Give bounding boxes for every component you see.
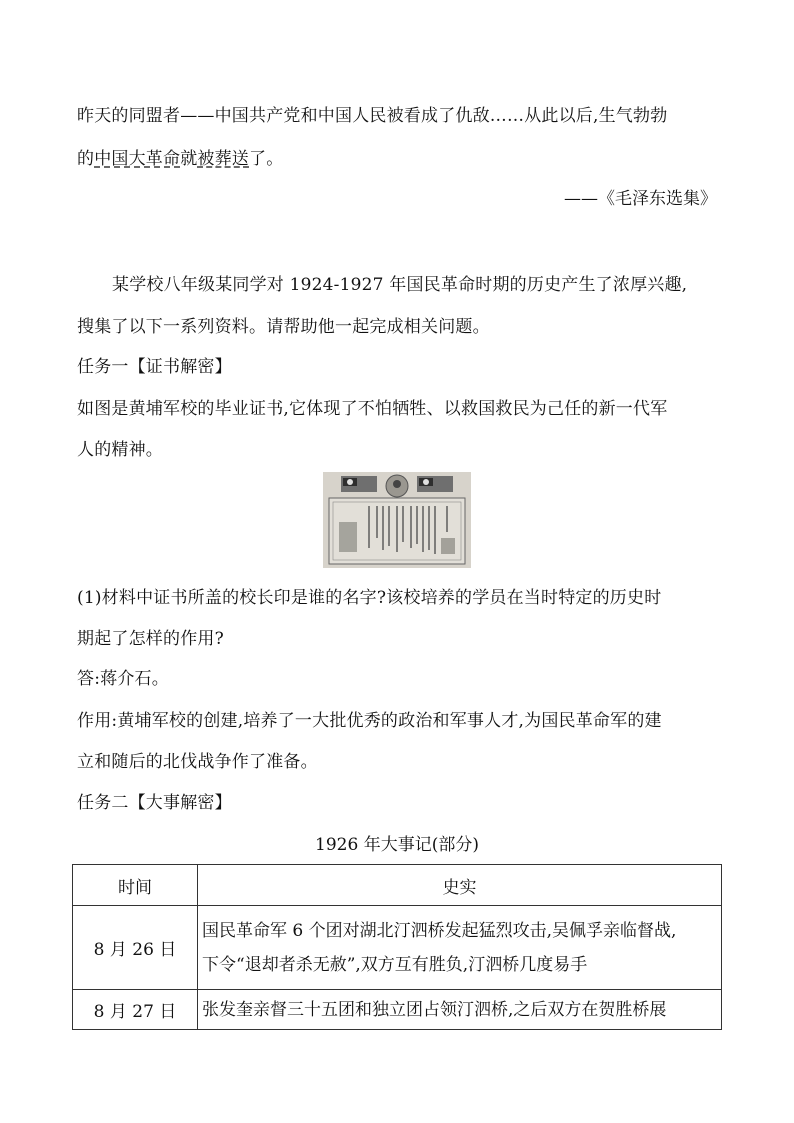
table-row [73,906,722,990]
row-fact-line: 下令“退却者杀无赦”,双方互有胜负,汀泗桥几度易手 [202,954,588,975]
quote-text: 的 [77,149,95,169]
certificate-illustration [323,472,471,568]
quote-underline-revolution: 中国大革命 [94,149,181,169]
intro-line-1: 某学校八年级某同学对 1924-1927 年国民革命时期的历史产生了浓厚兴趣, [112,275,688,295]
effect-line-1: 作用:黄埔军校的创建,培养了一大批优秀的政治和军事人才,为国民革命军的建 [77,711,662,731]
quote-line-1: 昨天的同盟者——中国共产党和中国人民被看成了仇敌……从此以后,生气勃勃 [77,106,668,126]
intro-line-2: 搜集了以下一系列资料。请帮助他一起完成相关问题。 [77,317,490,337]
quote-source: ——《毛泽东选集》 [564,189,717,209]
row-fact [198,906,722,990]
table-row [73,990,722,1030]
table-caption: 1926 年大事记(部分) [315,835,479,855]
task1-desc-line-1: 如图是黄埔军校的毕业证书,它体现了不怕牺牲、以救国救民为己任的新一代军 [77,399,668,419]
whampoa-certificate-image [323,472,471,568]
header-fact: 史实 [198,865,722,906]
quote-underline-buried: 被葬送 [197,149,250,169]
task1-title: 任务一【证书解密】 [77,357,232,377]
question-1-line-1: (1)材料中证书所盖的校长印是谁的名字?该校培养的学员在当时特定的历史时 [77,588,662,608]
row-fact [198,990,722,1030]
quote-text: 就 [180,149,198,169]
row-fact-line: 张发奎亲督三十五团和独立团占领汀泗桥,之后双方在贺胜桥展 [202,999,667,1020]
table-header-row [73,865,722,906]
row-fact-line: 国民革命军 6 个团对湖北汀泗桥发起猛烈攻击,吴佩孚亲临督战, [202,920,677,941]
task2-title: 任务二【大事解密】 [77,793,232,813]
row-date: 8 月 26 日 [73,906,198,990]
events-table [72,864,722,1030]
quote-text: 了。 [249,149,284,169]
effect-line-2: 立和随后的北伐战争作了准备。 [77,752,318,772]
header-date: 时间 [73,865,198,906]
row-date: 8 月 27 日 [73,990,198,1030]
task1-desc-line-2: 人的精神。 [77,440,163,460]
answer-1: 答:蒋介石。 [77,669,169,689]
quote-line-2 [77,147,283,171]
question-1-line-2: 期起了怎样的作用? [77,629,224,649]
